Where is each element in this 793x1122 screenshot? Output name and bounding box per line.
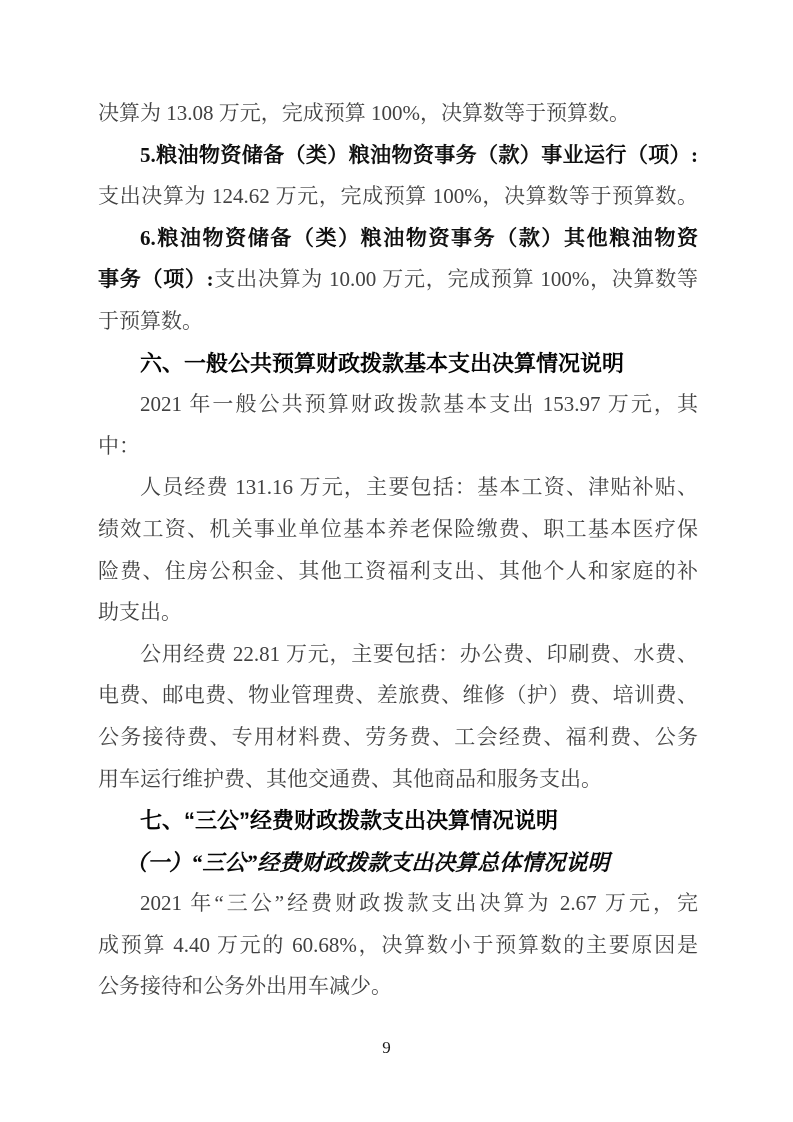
text-segment: 中：	[98, 433, 140, 458]
text-segment: 电费、邮电费、物业管理费、差旅费、维修（护）费、培训费、	[98, 683, 698, 708]
text-line-7	[98, 343, 698, 385]
text-segment: 六、一般公共预算财政拨款基本支出决算情况说明	[140, 350, 625, 376]
text-line-12	[98, 551, 698, 593]
text-segment: 决算为 13.08 万元，完成预算 100%，决算数等于预算数。	[98, 101, 630, 125]
text-line-5	[98, 259, 698, 301]
text-line-16	[98, 717, 698, 759]
text-segment: 成预算 4.40 万元的 60.68%，决算数小于预算数的主要原因是	[98, 932, 698, 957]
text-segment: 公用经费 22.81 万元，主要包括：办公费、印刷费、水费、	[140, 641, 698, 666]
text-segment: 支出决算为 124.62 万元，完成预算 100%，决算数等于预算数。	[98, 184, 698, 209]
text-line-15	[98, 675, 698, 717]
text-line-8	[98, 384, 698, 426]
text-line-20	[98, 883, 698, 925]
document-body	[98, 93, 698, 1008]
text-segment: 于预算数。	[98, 308, 203, 333]
text-line-3	[98, 176, 698, 218]
text-line-21	[98, 925, 698, 967]
text-segment: 5.粮油物资储备（类）粮油物资事务（款）事业运行（项）:	[140, 142, 698, 167]
text-line-11	[98, 509, 698, 551]
text-segment: 险费、住房公积金、其他工资福利支出、其他个人和家庭的补	[98, 558, 698, 583]
text-segment: 公务接待费、专用材料费、劳务费、工会经费、福利费、公务	[98, 724, 698, 749]
text-line-2	[98, 135, 698, 177]
text-line-22	[98, 966, 698, 1008]
text-segment: 事务（项）:	[98, 267, 214, 292]
text-segment: 绩效工资、机关事业单位基本养老保险缴费、职工基本医疗保	[98, 516, 698, 541]
text-line-4	[98, 218, 698, 260]
text-line-19	[98, 842, 698, 884]
text-segment: 人员经费 131.16 万元，主要包括：基本工资、津贴补贴、	[140, 475, 698, 500]
text-line-9	[98, 426, 698, 468]
text-segment: 6.粮油物资储备（类）粮油物资事务（款）其他粮油物资	[140, 225, 698, 250]
text-segment: 支出决算为 10.00 万元，完成预算 100%，决算数等	[213, 267, 698, 292]
text-segment: 2021 年一般公共预算财政拨款基本支出 153.97 万元，其	[140, 392, 698, 417]
text-segment: 公务接待和公务外出用车减少。	[98, 974, 392, 999]
text-segment: （一）“三公”经费财政拨款支出决算总体情况说明	[125, 849, 610, 875]
text-line-13	[98, 592, 698, 634]
text-line-14	[98, 634, 698, 676]
text-line-10	[98, 467, 698, 509]
text-segment: 助支出。	[98, 600, 182, 625]
text-segment: 用车运行维护费、其他交通费、其他商品和服务支出。	[98, 766, 602, 791]
text-segment: 七、“三公”经费财政拨款支出决算情况说明	[140, 808, 559, 834]
page-number: 9	[382, 1038, 391, 1057]
text-line-17	[98, 759, 698, 801]
text-segment: 2021 年“三公”经费财政拨款支出决算为 2.67 万元，完	[140, 891, 698, 916]
text-line-1	[98, 93, 698, 135]
text-line-18	[98, 800, 698, 842]
text-line-6	[98, 301, 698, 343]
